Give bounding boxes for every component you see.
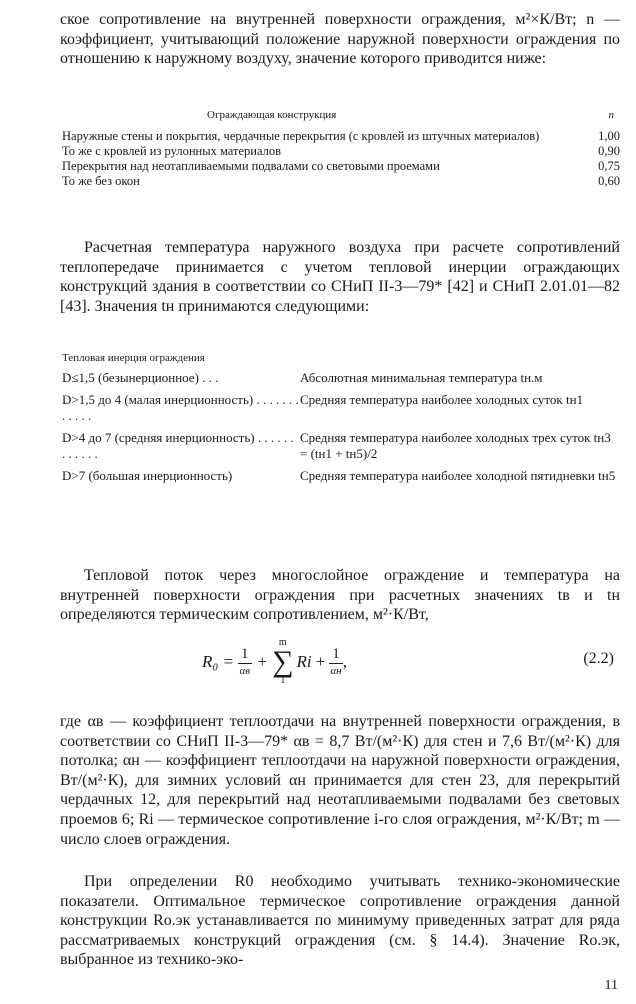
- header-n: n: [608, 109, 614, 121]
- paragraph-heat-flow: Тепловой поток через многослойное ограждение и температура на внутренней поверхности ограждения при расчетных значениях tв и tн определяются термическим сопротивлением, м²·К/Вт,: [60, 567, 620, 624]
- table-row: [62, 159, 620, 174]
- row-right: Средняя температура наиболее холодной пятидневки tн5: [300, 468, 616, 483]
- intro-paragraph: ское сопротивление на внутренней поверхности ограждения, м²×К/Вт; n — коэффициент, учитывающий положение наружной поверхности ограждения по отношению к наружному воздуху, значение которого приводится ниже:: [60, 11, 620, 68]
- row-text: Наружные стены и покрытия, чердачные перекрытия (с кровлей из штучных материалов): [62, 129, 540, 143]
- row-right: Средняя температура наиболее холодных суток tн1: [300, 392, 584, 407]
- row-text: То же с кровлей из рулонных материалов: [62, 144, 282, 158]
- formula-fraction-inner: $\frac{1}{\alpha в}$: [239, 646, 251, 677]
- table-row: [62, 370, 620, 386]
- formula-expression: R₀ = $\frac{1}{\alpha в}$ + m ∑ 1 Ri + $\frac{1}{\alpha н}$ ,: [202, 637, 347, 686]
- row-right: Абсолютная минимальная температура tн.м: [300, 370, 543, 385]
- row-text: То же без окон: [62, 174, 140, 188]
- formula-sum: m ∑ 1: [272, 637, 294, 686]
- paragraph-design-temperature: Расчетная температура наружного воздуха при расчете сопротивлений теплопередаче принимается с учетом тепловой инерции ограждающих конструкций здания в соответствии со СНиП II-3—79* [42] и СНиП 2.01.01—82 [43]. Значения tн принимаются следующими:: [60, 239, 620, 315]
- table-row: [62, 392, 620, 424]
- table-row: [62, 468, 620, 484]
- formula-lhs: R₀ =: [202, 652, 235, 671]
- row-value: 0,90: [598, 144, 620, 158]
- row-value: 0,75: [598, 159, 620, 173]
- header-construction: Ограждающая конструкция: [207, 109, 337, 121]
- table-row: [62, 129, 620, 144]
- page-number: 11: [604, 978, 618, 993]
- table-row: [62, 174, 620, 189]
- paragraph-economic: При определении R0 необходимо учитывать технико-экономические показатели. Оптимальное термическое сопротивление ограждения данной конструкции Rо.эк устанавливается по минимуму приведенных затрат для ряда рассматриваемых конструкций ограждения (см. § 14.4). Значение Rо.эк, выбранное из технико-эко-: [60, 873, 620, 969]
- formula-sum-term: Ri: [296, 652, 312, 671]
- row-right: Средняя температура наиболее холодных трех суток tн3 = (tн1 + tн5)/2: [300, 430, 611, 461]
- coefficient-table: [62, 108, 620, 189]
- inertia-table-header: Тепловая инерция ограждения: [62, 352, 205, 364]
- paragraph-where: где αв — коэффициент теплоотдачи на внутренней поверхности ограждения, в соответствии со СНиП II-3—79* αв = 8,7 Вт/(м²·К) для стен и 7,6 Вт/(м²·К) для потолка; αн — коэффициент теплоотдачи на наружной поверхности ограждения, Вт/(м²·К), для зимних условий αн принимается для стен 23, для перекрытий чердачных 12, для перекрытий над неотапливаемыми подвалами без световых проемов 6; Ri — термическое сопротивление i-го слоя ограждения, м²·К/Вт; m — число слоев ограждения.: [60, 713, 620, 848]
- row-left: D>7 (большая инерционность): [62, 468, 233, 483]
- row-left: D≤1,5 (безынерционное) . . .: [62, 370, 219, 385]
- sigma-icon: ∑: [272, 645, 294, 678]
- coefficient-table-header: [62, 108, 620, 123]
- row-value: 1,00: [598, 129, 620, 143]
- table-row: [62, 144, 620, 159]
- formula-2-2: [60, 630, 620, 700]
- inertia-table: [62, 370, 620, 484]
- formula-fraction-outer: $\frac{1}{\alpha н}$: [330, 646, 342, 677]
- row-value: 0,60: [598, 174, 620, 188]
- row-left: D>4 до 7 (средняя инерционность) . . . . . . . . . . . .: [62, 430, 294, 461]
- row-left: D>1,5 до 4 (малая инерционность) . . . . . . . . . . . .: [62, 392, 299, 423]
- formula-number: (2.2): [583, 650, 614, 667]
- table-row: [62, 430, 620, 462]
- row-text: Перекрытия над неотапливаемыми подвалами со световыми проемами: [62, 159, 440, 173]
